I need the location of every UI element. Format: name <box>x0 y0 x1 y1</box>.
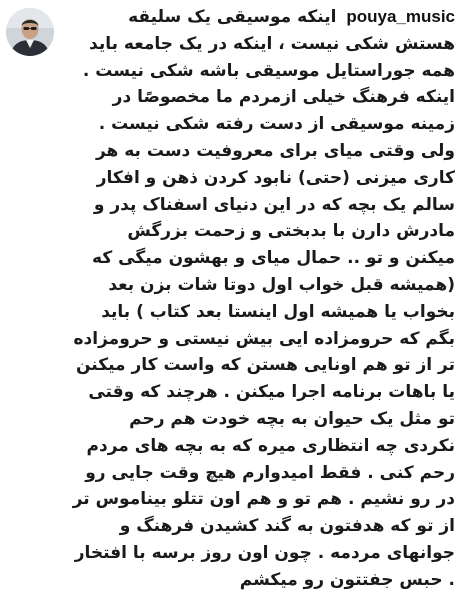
caption-line: زمینه موسیقی از دست رفته شکی نیست . <box>98 114 455 135</box>
caption-line: میکنن و تو .. حمال میای و بهشون میگی که <box>92 248 455 269</box>
caption-line: تر از تو هم اونایی هستن که واست کار میکنن <box>75 355 455 376</box>
caption-line: سالم یک بچه که در این دنیای اسفناک پدر و <box>93 194 455 215</box>
caption-line: اینکه فرهنگ خیلی ازمردم ما مخصوصًا در <box>112 87 455 108</box>
caption-line: . حبس جفتتون رو میکشم <box>239 569 455 590</box>
caption-line: بخواب یا همیشه اول اینستا بعد کتاب ) باید <box>101 301 455 322</box>
caption-line: جوانهای مردمه . چون اون روز برسه با افتخار <box>74 542 455 563</box>
avatar-photo-icon <box>6 8 54 56</box>
caption-line: یا باهات برنامه اجرا میکنن . هرچند که وقتی <box>88 382 455 403</box>
username-link[interactable]: pouya_music <box>346 7 455 26</box>
caption-line: نکردی چه انتظاری میره که به بچه های مردم <box>86 435 455 456</box>
caption-line: بگم که حرومزاده ایی بیش نیستی و حرومزاده <box>73 328 455 349</box>
caption-line: رحم کنی . فقط امیدوارم هیچ وقت جایی رو <box>85 462 455 483</box>
caption-line: کاری میزنی (حتی) نابود کردن ذهن و افکار <box>96 167 455 188</box>
caption-line: در رو نشیم . هم تو و هم اون تتلو بیناموس تر <box>72 489 455 510</box>
profile-avatar[interactable] <box>6 8 54 56</box>
caption-line: همه جوراستایل موسیقی باشه شکی نیست . <box>82 60 455 81</box>
caption-line: مادرش دارن با بدبختی و زحمت بزرگش <box>127 221 455 242</box>
caption-line-1: pouya_music اینکه موسیقی یک سلیقه <box>128 7 455 27</box>
caption-line: تو مثل یک حیوان به بچه خودت هم رحم <box>129 408 455 429</box>
caption-line: ولی وقتی میای برای معروفیت دست به هر <box>95 140 455 161</box>
caption-line: هستش شکی نیست ، اینکه در یک جامعه باید <box>89 33 455 54</box>
caption-text <box>60 4 455 592</box>
caption-line: از تو که هدفتون به گند کشیدن فرهنگ و <box>119 516 455 537</box>
caption-line: (همیشه قبل خواب اول دوتا شات بزن بعد <box>108 274 455 295</box>
